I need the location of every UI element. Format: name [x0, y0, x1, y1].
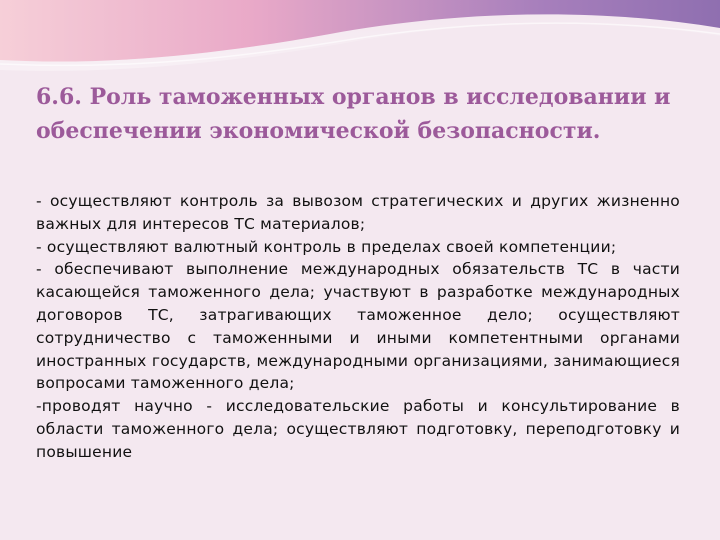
title-line-2: обеспечении экономической безопасности.: [36, 118, 601, 144]
bullet-paragraph-1: - осуществляют контроль за вывозом стратегических и других жизненно важных для интересов ТС материалов;: [36, 192, 680, 233]
header-wave-decoration: [0, 0, 720, 80]
slide-title: [36, 80, 696, 148]
title-line-1: 6.6. Роль таможенных органов в исследовании и: [36, 84, 671, 110]
bullet-paragraph-2: - осуществляют валютный контроль в пределах своей компетенции;: [36, 237, 617, 256]
bullet-paragraph-3: - обеспечивают выполнение международных обязательств ТС в части касающейся таможенного дела; участвуют в разработке международных договоров ТС, затрагивающих таможенное дело; осуществляют сотрудничество с таможенными и иными компетентными органами иностранных государств, международными организациями, занимающиеся вопросами таможенного дела;: [36, 260, 680, 393]
bullet-paragraph-4: -проводят научно - исследовательские работы и консультирование в области таможенного дела; осуществляют подготовку, переподготовку и повышение: [36, 397, 680, 461]
slide-body-text: [36, 190, 680, 464]
